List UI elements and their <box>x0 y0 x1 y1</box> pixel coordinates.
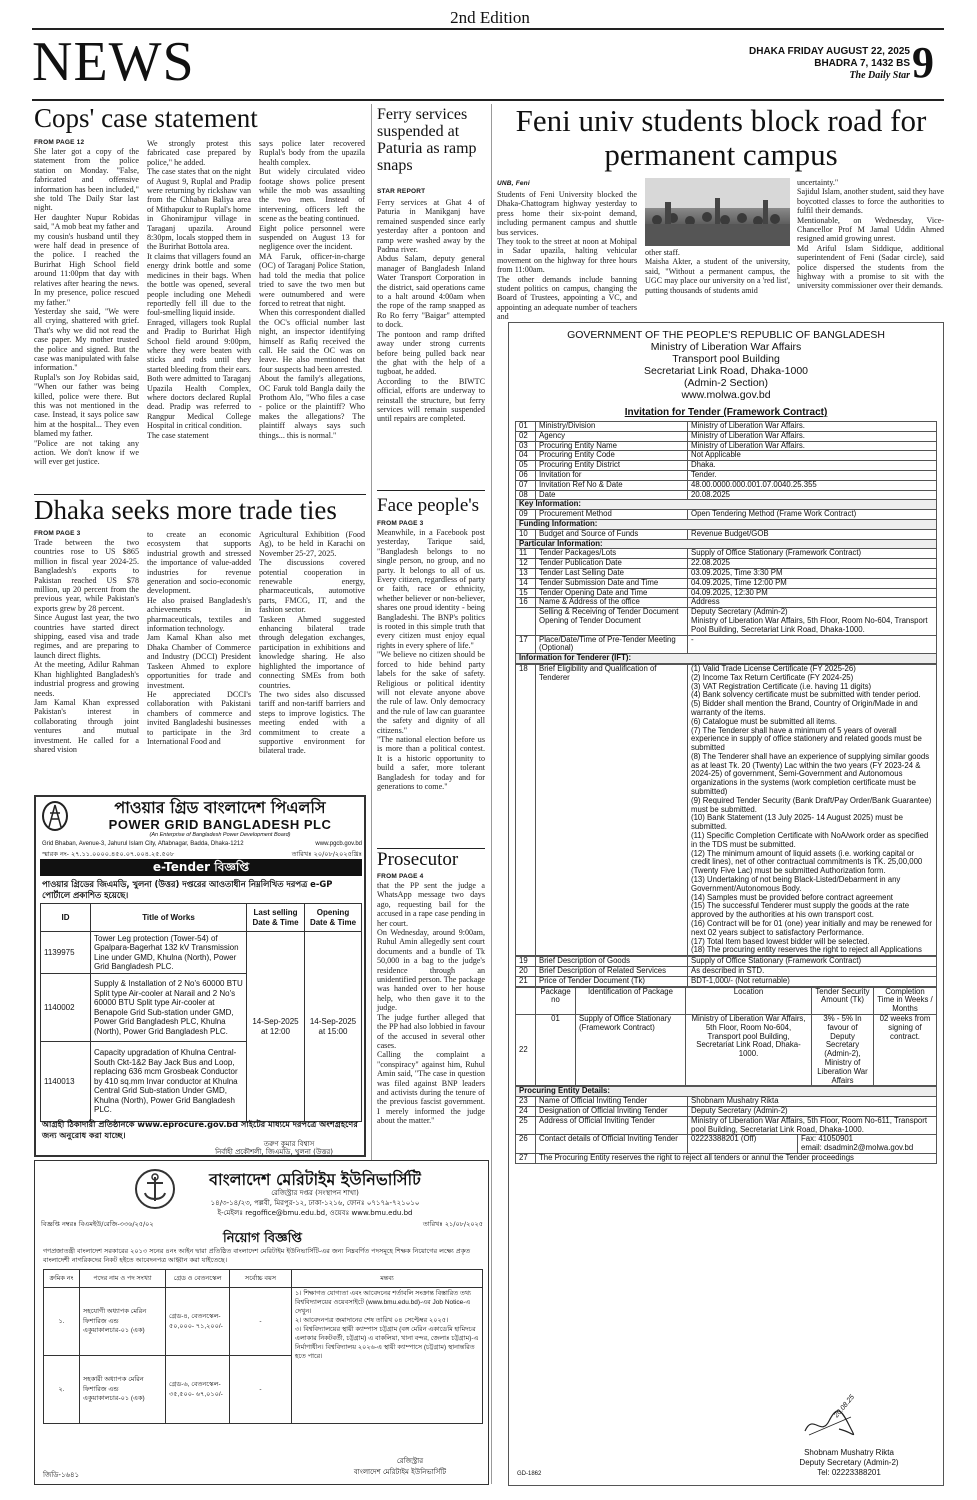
row-number: 25 <box>516 1116 536 1135</box>
signature-image <box>799 1403 859 1443</box>
eligibility-item: (6) Catalogue must be submitted all items. <box>691 716 838 726</box>
cops-col2: We strongly protest this fabricated case prepared by police," he added. The case states that on the night of August 9, Ruplal and Pradip were returning by rickshaw van from the Chhaban Baliya area of Mithapukur to Ruplal's home in Ghoniramjpur village in Taraganj upazila. Around 8:30pm, locals stopped them in the Burirhat Bottola area. It claims that villagers found an energy drink bottle and some medicines in their bags. When the bottle was opened, several people including one Mehedi reportedly fell ill due to the foul-smelling liquid inside. Enraged, villagers took Ruplal and Pradip to Burirhat High School field around 9:00pm, where they were beaten with sticks and rods until they started bleeding from their ears. Both were admitted to Taraganj Upazila Health Complex, where doctors declared Ruplal dead. Pradip was referred to Rangpur Medical College Hospital in critical condition. The case statement <box>147 139 251 440</box>
row-label: Tender Last Selling Date <box>536 568 688 578</box>
bmu-row-grade: গ্রেড-৪, বেতনস্কেল- ৫০,০০০- ৭১,২০০/- <box>166 1288 230 1356</box>
eligibility-item: (4) Bank solvency certificate must be submitted with tender period. <box>691 690 921 700</box>
bmu-header: মন্তব্য <box>292 1270 483 1288</box>
row-number: 12 <box>516 559 536 569</box>
power-grid-ad <box>34 795 366 1157</box>
bmu-sign-title: রেজিস্ট্রার <box>396 1457 424 1465</box>
row-value: Ministry of Liberation War Affairs. <box>688 441 937 451</box>
tender-section-header: Information for Tenderer (IFT): <box>516 654 937 664</box>
pkg-header: Completion Time in Weeks / Months <box>874 987 937 1014</box>
row-number: 02 <box>516 431 536 441</box>
pg-subtitle: (An Enterprise of Bangladesh Power Development Board) <box>149 832 291 838</box>
ferry-headline: Ferry services suspended at Paturia as ramp snaps <box>377 106 477 174</box>
row-value: 03.09.2025, Time 3:30 PM <box>688 568 937 578</box>
eligibility-item: (7) The Tenderer shall have a minimum of 5 years of overall experience in supply of office stationery and related goods must be submitted <box>691 725 922 753</box>
eligibility-item: (16) Contract will be for 01 (one) year initially and may be renewed for next 02 years subject to satisfactory Performance. <box>691 919 932 937</box>
bmu-row-grade: গ্রেড-৬, বেতনস্কেল- ৩৫,৫০০- ৬৭,০১০/- <box>166 1356 230 1424</box>
row-label: Price of Tender Document (Tk) <box>536 976 688 986</box>
pe-title: Procuring Entity Details: <box>516 1087 937 1097</box>
eligibility-item: (1) Valid Trade License Certificate (FY 2025-26) <box>691 663 856 673</box>
tender-table <box>515 421 937 664</box>
bmu-sign-org: বাংলাদেশ মেরিটাইম ইউনিভার্সিটি <box>353 1468 447 1476</box>
row-number: 10 <box>516 529 536 539</box>
section-title: NEWS <box>32 31 195 93</box>
sign-date: 20.08.25 <box>833 1393 857 1420</box>
bmu-header: ক্রমিক নং <box>44 1270 80 1288</box>
row-value: Dhaka. <box>688 461 937 471</box>
row-label: Procuring Entity Name <box>536 441 688 451</box>
pkg-ident: Supply of Office Stationary (Framework Contract) <box>576 1015 686 1086</box>
bmu-ad <box>34 1160 489 1485</box>
pg-intro: পাওয়ার গ্রিডের জিএমডি, খুলনা (উত্তর) দপ্তরের আওতাধীন নিম্নলিখিত দরপত্র e-GP পোর্টালে প্রকাশিত হয়েছে। <box>42 879 333 900</box>
row-number: 20 <box>516 967 536 977</box>
eligibility-item: (8) The Tenderer shall have an experience of supplying similar goods as at least Tk. 20 (Twenty) Lac within the two years (FY 2023-24 & 2024-25) of government, Semi-Government and Autonomous organizations in the systems (work completion certificate must be submitted) <box>691 751 930 797</box>
tender-section-header: Key Information: <box>516 500 937 510</box>
bmu-header: পদের নাম ও পদ সংখ্যা <box>80 1270 166 1288</box>
bmu-office: রেজিস্ট্রার দপ্তর (সংস্থাপন শাখা) <box>271 1189 359 1197</box>
row-number: 18 <box>516 664 536 955</box>
molwa-tender-ad <box>508 322 944 1486</box>
bmu-remarks: ১। শিক্ষাগত যোগ্যতা এবং আবেদনের শর্তাবলি সংক্রান্ত বিস্তারিত তথ্য বিশ্ববিদ্যালয়ের ওয়েবসাইটে (www.bmu.edu.bd)-এর Job Notice-এ দেখুন। ২। আবেদনপত্র জমাদানের শেষ তারিখ ০৪ সেপ্টেম্বর ২০২৫। ৩। বিশ্ববিদ্যালয়ের স্থায়ী ক্যাম্পাস চট্টগ্রাম (বঙ্গ মেরিন একাডেমি হামিদচর এলাকার নিকটবর্তী, চট্টগ্রাম) এ বাকলিয়া, খানা বন্দর, জেলাঃ চট্টগ্রাম)-এ নির্মাণাধীন। বিশ্ববিদ্যালয় ২০২৬-এ স্থায়ী ক্যাম্পাসে (চট্টগ্রাম) স্থানান্তরিত হতে পারে। <box>292 1288 483 1424</box>
pkg-header: Identification of Package <box>576 987 686 1014</box>
pg-name-en: POWER GRID BANGLADESH PLC <box>108 817 332 832</box>
ministry-address: Secretariat Link Road, Dhaka-1000 <box>643 365 808 377</box>
prosecutor-headline: Prosecutor <box>377 849 459 870</box>
row-label: Budget and Source of Funds <box>536 529 688 539</box>
row-number: 21 <box>516 976 536 986</box>
pg-row-id: 1140013 <box>41 1042 91 1122</box>
row-value: Ministry of Liberation War Affairs, 5th Floor, Room No-611, Transport pool Building, Secretariat Link Road, Dhaka-1000. <box>688 1116 937 1135</box>
pg-sign-title: নির্বাহী প্রকৌশলী, জিএমডি, খুলনা (উত্তর) <box>215 1148 333 1156</box>
pg-footer: আগ্রহী ঠিকাদারী প্রতিষ্ঠানকে www.eprocure.gov.bd সাইটের মাধ্যমে দরপত্রে অংশগ্রহণের জন্য অনুরোধ করা যাচ্ছে। <box>42 1119 358 1140</box>
row-value: As described in STD. <box>688 967 937 977</box>
row-number: 05 <box>516 461 536 471</box>
feni-col3: uncertainty." Sajidul Islam, another student, said they have boycotted classes to force the authorities to fulfil their demands. Mentionable, on Wednesday, Vice-Chancellor Prof M Jamal Uddin Ahmed resigned amid growing unrest. Md Ariful Islam Siddique, additional superintendent of Feni (Sadar circle), said police dispersed the students from the highway with a promise to sit with the university commissioner over their demands. <box>797 178 945 291</box>
crowd-image <box>645 178 790 246</box>
row-value: Address <box>688 598 937 608</box>
bmu-address: ১৪/৩-১৪/২৩, পল্লবী, মিরপুর-১২, ঢাকা-১২১৬, ফোনঃ ০৭১৭৯-৭২১০১০ <box>210 1199 420 1207</box>
bmu-table <box>43 1269 483 1424</box>
eligibility-item: (15) The successful Tenderer must supply the goods at the rate approved by the authorities at his own transport cost. <box>691 901 910 920</box>
row-value: Ministry of Liberation War Affairs. <box>688 422 937 432</box>
pgcb-logo <box>42 801 68 831</box>
entity-table <box>515 1086 937 1163</box>
row-label: Tender Opening Date and Time <box>536 588 688 598</box>
row-number: 01 <box>516 422 536 432</box>
bmu-email: ই-মেইলঃ regoffice@bmu.edu.bd, ওয়েবঃ www.bmu.edu.bd <box>217 1209 413 1217</box>
prosecutor-byline: FROM PAGE 4 <box>377 873 424 880</box>
row-label: Brief Description of Goods <box>536 957 688 967</box>
bmu-row-no: ১. <box>44 1288 80 1356</box>
eligibility-list <box>688 664 937 955</box>
eligibility-item: (14) Samples must be provided before contract agreement <box>691 892 893 902</box>
eligibility-item: (18) The procuring entity reserves the right to reject all Applications <box>691 945 922 955</box>
pg-row-id: 1139975 <box>41 932 91 974</box>
row-label: Procuring Entity Code <box>536 451 688 461</box>
pkg-header: Location <box>686 987 812 1014</box>
face-headline: Face people's <box>377 495 480 516</box>
row-value: - <box>688 635 937 654</box>
eligibility-item: (3) VAT Registration Certificate (i.e. having 11 digits) <box>691 681 872 691</box>
bhadra-date: BHADRA 7, 1432 BS <box>814 58 910 69</box>
pg-header: Last selling Date & Time <box>247 904 305 932</box>
row-value: Supply of Office Stationary (Framework Contract) <box>688 957 937 967</box>
row-value: Shobnam Mushatry Rikta <box>688 1097 937 1107</box>
row-number: 14 <box>516 578 536 588</box>
pylon-icon <box>44 803 66 829</box>
page-number: 9 <box>912 38 934 87</box>
row-label: Place/Date/Time of Pre-Tender Meeting (Optional) <box>536 635 688 654</box>
pool-building: Transport pool Building <box>672 353 780 365</box>
bmu-row-age: - <box>230 1356 292 1424</box>
row-number: 15 <box>516 588 536 598</box>
pg-name-bn: পাওয়ার গ্রিড বাংলাদেশ পিএলসি <box>114 798 326 817</box>
row-label: Address of Official Inviting Tender <box>536 1116 688 1135</box>
row-number: 17 <box>516 635 536 654</box>
row-value: 02223388201 (Off) <box>688 1135 798 1154</box>
pg-date: তারিখঃ ২০/০৮/২০২৫খ্রিঃ <box>291 850 362 858</box>
eligibility-item: (13) Undertaking of not being Black-Listed/Debarment in any Government/Autonomous Body. <box>691 875 901 893</box>
pg-header: Opening Date & Time <box>305 904 362 932</box>
bmu-code: জিডি-১৬৪১ <box>43 1471 80 1479</box>
row-number: 27 <box>516 1153 536 1163</box>
eligibility-item: (11) Specific Completion Certificate with NoA/work order as specified in the TDS must be submitted. <box>691 831 929 849</box>
sign-tel: Tel: 02223388201 <box>817 1468 881 1477</box>
row-label: Brief Description of Related Services <box>536 967 688 977</box>
row-label: Name & Address of the office <box>536 598 688 608</box>
eligibility-item: (9) Required Tender Security (Bank Draft/Pay Order/Bank Guarantee) must be submitted. <box>691 795 932 814</box>
bmu-row-no: ২. <box>44 1356 80 1424</box>
row-number: 06 <box>516 470 536 480</box>
pg-selling: 14-Sep-2025 at 12:00 <box>247 932 305 1122</box>
eligibility-item: (17) Total Item based lowest bidder will be selected. <box>691 936 870 946</box>
row-value: Revenue Budget/GOB <box>688 529 937 539</box>
row-value: Deputy Secretary (Admin-2) Ministry of Liberation War Affairs, 5th Floor, Room No-604, Transport Pool Building, Secretariat Link Road, Dhaka-1000. <box>688 608 937 635</box>
row-number: 23 <box>516 1097 536 1107</box>
row-number: 07 <box>516 480 536 490</box>
dhaka-headline: Dhaka seeks more trade ties <box>34 495 337 525</box>
gd-code: GD-1862 <box>517 1471 542 1477</box>
masthead-bottom-rule <box>32 99 944 101</box>
pkg-location: Ministry of Liberation War Affairs, 5th Floor, Room No-604, Transport pool Building, Secretariat Link Road, Dhaka-1000. <box>686 1015 812 1086</box>
masthead-rule <box>32 28 944 30</box>
row-label: Designation of Official Inviting Tender <box>536 1106 688 1116</box>
section-label: (Admin-2 Section) <box>683 377 769 389</box>
gov-title: GOVERNMENT OF THE PEOPLE'S REPUBLIC OF BANGLADESH <box>567 329 885 341</box>
bmu-header: গ্রেড ও বেতনস্কেল <box>166 1270 230 1288</box>
sign-name: Shobnam Mushatry Rikta <box>804 1448 894 1457</box>
bmu-name: বাংলাদেশ মেরিটাইম ইউনিভার্সিটি <box>209 1170 421 1189</box>
row-value: Deputy Secretary (Admin-2) <box>688 1106 937 1116</box>
pg-row-title: Supply & Installation of 2 No's 60000 BTU Split type Air-cooler at Narail and 2 No's 60000 BTU Split type Air-cooler at Benapole Grid Sub-station under GMD, Power Grid Bangladesh PLC, Khulna (North), Power Grid Bangladesh PLC. <box>91 974 247 1042</box>
row-label: Contact details of Official Inviting Tender <box>536 1135 688 1154</box>
row-label: Date <box>536 490 688 500</box>
dateline: DHAKA FRIDAY AUGUST 22, 2025 <box>749 46 910 57</box>
paper-logo: The Daily Star <box>849 70 910 81</box>
cops-col1: She later got a copy of the statement from the police station on Monday. "False, fabricated and offensive information has been included," she told The Daily Star last night. Her daughter Nupur Robidas said, "A mob beat my father and my cousin's husband until they were half dead in presence of the police. I reached the Burirhat High School field around 11:00pm that day with relatives after hearing the news. In my presence, police rescued my father." Yesterday she said, "We were all crying, shattered with grief. That's why we did not read the case paper. My mother trusted the police and signed. But the case was manipulated with false information." Ruplal's son Joy Robidas said, "When our father was being killed, police were there. But this was not mentioned in the case. Instead, it says police saw him at the hospital... They even blamed my father. "Police are not taking any action. We don't know if we will ever get justice. <box>34 147 139 467</box>
row-number: 24 <box>516 1106 536 1116</box>
feni-byline: UNB, Feni <box>497 180 530 187</box>
row-value: Ministry of Liberation War Affairs. <box>688 431 937 441</box>
pg-table <box>40 903 362 1122</box>
sign-title: Deputy Secretary (Admin-2) <box>799 1458 899 1467</box>
row-label: Procurement Method <box>536 510 688 520</box>
ferry-text: Ferry services at Ghat 4 of Paturia in Manikganj have remained suspended since early yesterday after a pontoon and ramp were washed away by the Padma river. Abdus Salam, deputy general manager of Bangladesh Inland Water Transport Corporation in the district, said operations came to a halt around 4:00am when the rope of the ramp snapped as Ro Ro ferry "Baigar" attempted to dock. The pontoon and ramp drifted away under strong currents before being pulled back near the ghat with the help of a tugboat, he added. According to the BIWTC official, efforts are underway to reinstall the structure, but ferry services will remain suspended until repairs are completed. <box>377 198 485 424</box>
row-label: Procuring Entity District <box>536 461 688 471</box>
row-number: 16 <box>516 598 536 608</box>
row-number: 08 <box>516 490 536 500</box>
bmu-row-post: সহকারী অধ্যাপক মেরিন ফিশারিজ এন্ড একুয়াকালচার-০১ (এক) <box>80 1356 166 1424</box>
row-label: Agency <box>536 431 688 441</box>
bmu-row-post: সহযোগী অধ্যাপক মেরিন ফিশারিজ এন্ড একুয়াকালচার-০১ (এক) <box>80 1288 166 1356</box>
row-label: Name of Official Inviting Tender <box>536 1097 688 1107</box>
row-value: BDT-1,000/- (Not returnable) <box>688 976 937 986</box>
reserve-right: The Procuring Entity reserves the right to reject all tenders or annul the Tender proceedings <box>536 1153 937 1163</box>
row-label: Selling & Receiving of Tender Document Opening of Tender Document <box>536 608 688 635</box>
pkg-no: 01 <box>536 1015 576 1086</box>
row-value: Open Tendering Method (Frame Work Contract) <box>688 510 937 520</box>
row-value: Supply of Office Stationary (Framework Contract) <box>688 549 937 559</box>
row-label: Tender Packages/Lots <box>536 549 688 559</box>
pg-header: Title of Works <box>91 904 247 932</box>
row-number: 26 <box>516 1135 536 1154</box>
row-value: 20.08.2025 <box>688 490 937 500</box>
row-number: 19 <box>516 957 536 967</box>
ministry-web: www.molwa.gov.bd <box>681 389 771 401</box>
dhaka-byline: FROM PAGE 3 <box>34 530 81 537</box>
divider <box>377 490 485 491</box>
pg-banner: e-Tender বিজ্ঞপ্তি <box>40 859 362 876</box>
row-number: 22 <box>516 1015 536 1086</box>
pg-opening: 14-Sep-2025 at 15:00 <box>305 932 362 1122</box>
tender-section-header: Funding Information: <box>516 519 937 529</box>
pg-sign-name: তরুণ কুমার বিশ্বাস <box>263 1140 315 1148</box>
package-table <box>515 987 937 1087</box>
bmu-header: সর্বোচ্চ বয়স <box>230 1270 292 1288</box>
pg-web: www.pgcb.gov.bd <box>315 841 362 847</box>
row-label: Invitation Ref No & Date <box>536 480 688 490</box>
eligibility-table <box>515 664 937 956</box>
feni-protest-photo <box>645 178 790 246</box>
dhaka-col1: Trade between the two countries rose to US $865 million in fiscal year 2024-25. Bangladesh's exports to Pakistan reached US $78 million, up 20 percent from the previous year, while Pakistan's exports grew by 28 percent. Since August last year, the two countries have started direct shipping, eased visa and trade regimes, and are preparing to launch direct flights. At the meeting, Adilur Rahman Khan highlighted Bangladesh's industrial progress and growing needs. Jam Kamal Khan expressed Pakistan's interest in collaborating through joint ventures and mutual investment. He called for a shared vision <box>34 538 139 754</box>
pkg-security: 3% - 5% In favour of Deputy Secretary (Admin-2), Ministry of Liberation War Affairs <box>812 1015 874 1086</box>
pg-header: ID <box>41 904 91 932</box>
cops-col3: says police later recovered Ruplal's body from the upazila health complex. But widely circulated video footage shows police present while the mob was assaulting the two men. Instead of intervening, officers left the scene as the beating continued. Eight police personnel were suspended on August 13 for negligence over the incident. MA Faruk, officer-in-charge (OC) of Taraganj Police Station, had told the media that police tried to save the two men but were outnumbered and were forced to retreat that night. When this correspondent dialled the OC's official number last night, an inspector identifying himself as Rafiq received the call. He said the OC was on leave. He also mentioned that four suspects had been arrested. About the family's allegations, OC Faruk told Bangla daily the Prothom Alo, "Who files a case - police or the plaintiff? Who makes the allegations? The plaintiff always says such things... this is normal." <box>259 139 365 440</box>
tender-title: Invitation for Tender (Framework Contract) <box>624 407 828 418</box>
pg-row-id: 1140002 <box>41 974 91 1042</box>
tender-section-header: Particular Information: <box>516 539 937 549</box>
row-label: Ministry/Division <box>536 422 688 432</box>
row-value: Tender. <box>688 470 937 480</box>
cops-headline: Cops' case statement <box>34 103 258 133</box>
dhaka-col3: Agricultural Exhibition (Food Ag), to be held in Karachi on November 25-27, 2025. The discussions covered potential cooperation in renewable energy, pharmaceuticals, automotive parts, FMCG, IT, and the fashion sector. Taskeen Ahmed suggested enhancing bilateral trade through delegation exchanges, participation in exhibitions and knowledge sharing. He also highlighted the importance of connecting SMEs from both countries. The two sides also discussed tariff and non-tariff barriers and steps to improve logistics. The meeting ended with a commitment to create a supportive environment for bilateral trade. <box>259 530 365 756</box>
row-number: 04 <box>516 451 536 461</box>
row-number <box>516 987 536 1014</box>
row-label: Tender Publication Date <box>536 559 688 569</box>
row-value: 22.08.2025 <box>688 559 937 569</box>
row-value: 04.09.2025, Time 12:00 PM <box>688 578 937 588</box>
feni-headline: Feni univ students block road for permanent campus <box>515 103 927 172</box>
pg-row-title: Capacity upgradation of Khulna Central-South Ckt-1&2 Bay Jack Bus and Loop, replacing 636 mcm Grosbeak Conductor by 410 sq.mm Invar conductor at Khulna Central Grid Sub-station Under GMD, Khulna (North), Power Grid Bangladesh PLC. <box>91 1042 247 1122</box>
row-number <box>516 608 536 635</box>
row-number: 09 <box>516 510 536 520</box>
dhaka-col2: to create an economic ecosystem that supports industrial growth and stressed the importance of value-added industries for revenue generation and socio-economic development. He also praised Bangladesh's achievements in pharmaceuticals, textiles and information technology. Jam Kamal Khan also met Dhaka Chamber of Commerce and Industry (DCCI) President Taskeen Ahmed to explore opportunities for trade and investment. He appreciated DCCI's collaboration with Pakistani chambers of commerce and invited Bangladeshi businesses to participate in the 3rd International Food and <box>147 530 251 746</box>
pkg-time: 02 weeks from signing of contract. <box>874 1015 937 1086</box>
eligibility-label: Brief Eligibility and Qualification of Tenderer <box>536 664 688 955</box>
row-value: 04.09.2025, 12:30 PM <box>688 588 937 598</box>
ministry-name: Ministry of Liberation War Affairs <box>650 341 802 353</box>
eligibility-item: (5) Bidder shall mention the Brand, Country of Origin/Made in and warranty of the items. <box>691 699 918 717</box>
row-number: 11 <box>516 549 536 559</box>
divider <box>491 104 492 1484</box>
row-number: 13 <box>516 568 536 578</box>
face-text: Meanwhile, in a Facebook post yesterday, Tarique said, "Bangladesh belongs to no single person, no group, and no party. It belongs to all of us. Every citizen, regardless of party or faith, race or ethnicity, whether believer or non-believer, shares one proud identity - being Bangladeshi. The BNP's politics is rooted in this simple truth that every citizen must enjoy equal rights in every sphere of life." "We believe no citizen should be forced to hide behind party labels for the sake of safety. Religious or political identity will not elevate anyone above the rule of law. Only democracy and the rule of law can guarantee the safety and dignity of all citizens." "The national election before us is more than a political contest. It is a historic opportunity to build a safer, more tolerant Bangladesh for today and for generations to come." <box>377 528 485 791</box>
edition-label: 2nd Edition <box>450 8 530 27</box>
row-label: Tender Submission Date and Time <box>536 578 688 588</box>
cops-byline: FROM PAGE 12 <box>34 139 85 146</box>
pkg-header: Tender Security Amount (Tk) <box>812 987 874 1014</box>
row-number: 03 <box>516 441 536 451</box>
face-byline: FROM PAGE 3 <box>377 520 424 527</box>
prosecutor-text: that the PP sent the judge a WhatsApp message two days ago, requesting bail for the accused in a rape case pending in her court. On Wednesday, around 9:00am, Ruhul Amin allegedly sent court documents and a bundle of Tk 50,000 in a bag to the judge's residence through an unidentified person. The package was handed over to her house help, who then gave it to the judge. The judge further alleged that the PP had also lobbied in favour of the accused in several other cases. Calling the complaint a "conspiracy" against him, Ruhul Amin said, "The case in question was filed against BNP leaders and activists during the tenure of the previous fascist government. I merely informed the judge about the matter." <box>377 881 485 1126</box>
contact-extra: Fax: 41050901 email: dsadmin2@molwa.gov.bd <box>798 1135 937 1154</box>
pg-memo: স্মারক নং- ২৭.১১.০০০০.৪৫০.০৭.০০৪.২৫.৫০৮ <box>42 850 175 858</box>
feni-col1: Students of Feni University blocked the Dhaka-Chattogram highway yesterday to press home their six-point demand, including permanent campus and shuttle bus services. They took to the street at noon at Mohipal in Sadar upazila, halting vehicular movement on the highway for three hours from 11:00am. The other demands include banning student politics on campus, changing the Board of Trustees, appointing a VC, and appointing an adequate number of teachers and <box>497 190 637 322</box>
row-label: Invitation for <box>536 470 688 480</box>
bmu-ref: বিজ্ঞপ্তি নম্বরঃ বিএমইউ/রেজি-৩৩৬/২৫/০২ <box>41 1220 154 1228</box>
eligibility-item: (12) The minimum amount of liquid assets (i.e. working capital or credit lines), net of other contractual commitments is TK. 25,00,000 (Twenty Five Lac) must be submitted Authorization form. <box>691 848 923 876</box>
bmu-intro: গণপ্রজাতন্ত্রী বাংলাদেশ সরকারের ২০১৩ সনের ৪নং আইন দ্বারা প্রতিষ্ঠিত বাংলাদেশ মেরিটাইম ইউনিভার্সিটি-এর জন্য নিম্নবর্ণিত পদসমূহে শিক্ষক নিয়োগের লক্ষ্যে প্রকৃত বাংলাদেশী নাগরিকদের নিকট হইতে আবেদনপত্র আহ্বান করা যাইতেছে। <box>43 1247 471 1264</box>
pg-address: Grid Bhaban, Avenue-3, Jahurul Islam City, Aftabnagar, Badda, Dhaka-1212 <box>42 841 244 847</box>
goods-table <box>515 956 937 986</box>
row-value: Not Applicable <box>688 451 937 461</box>
row-value: 48.00.0000.000.001.07.0040.25.355 <box>688 480 937 490</box>
feni-col2: other staff. Maisha Akter, a student of the university, said, "Without a permanent campus, the UGC may place our university on a 'red list', putting thousands of students amid <box>645 248 790 295</box>
bmu-title: নিয়োগ বিজ্ঞপ্তি <box>223 1231 302 1246</box>
eligibility-item: (2) Income Tax Return Certificate (FY 2024-25) <box>691 672 854 682</box>
bmu-row-age: - <box>230 1288 292 1356</box>
eligibility-item: (10) Bank Statement (13 July 2025- 14 August 2025) must be submitted. <box>691 813 903 832</box>
pkg-header: Package no <box>536 987 576 1014</box>
ferry-byline: STAR REPORT <box>377 188 426 195</box>
pg-row-title: Tower Leg protection (Tower-54) of Gpalpara-Bagerhat 132 kV Transmission Line under GMD, Khulna (North), Power Grid Bangladesh PLC. <box>91 932 247 974</box>
bmu-date: তারিখঃ ২১/০৮/২০২৫ <box>422 1220 483 1228</box>
